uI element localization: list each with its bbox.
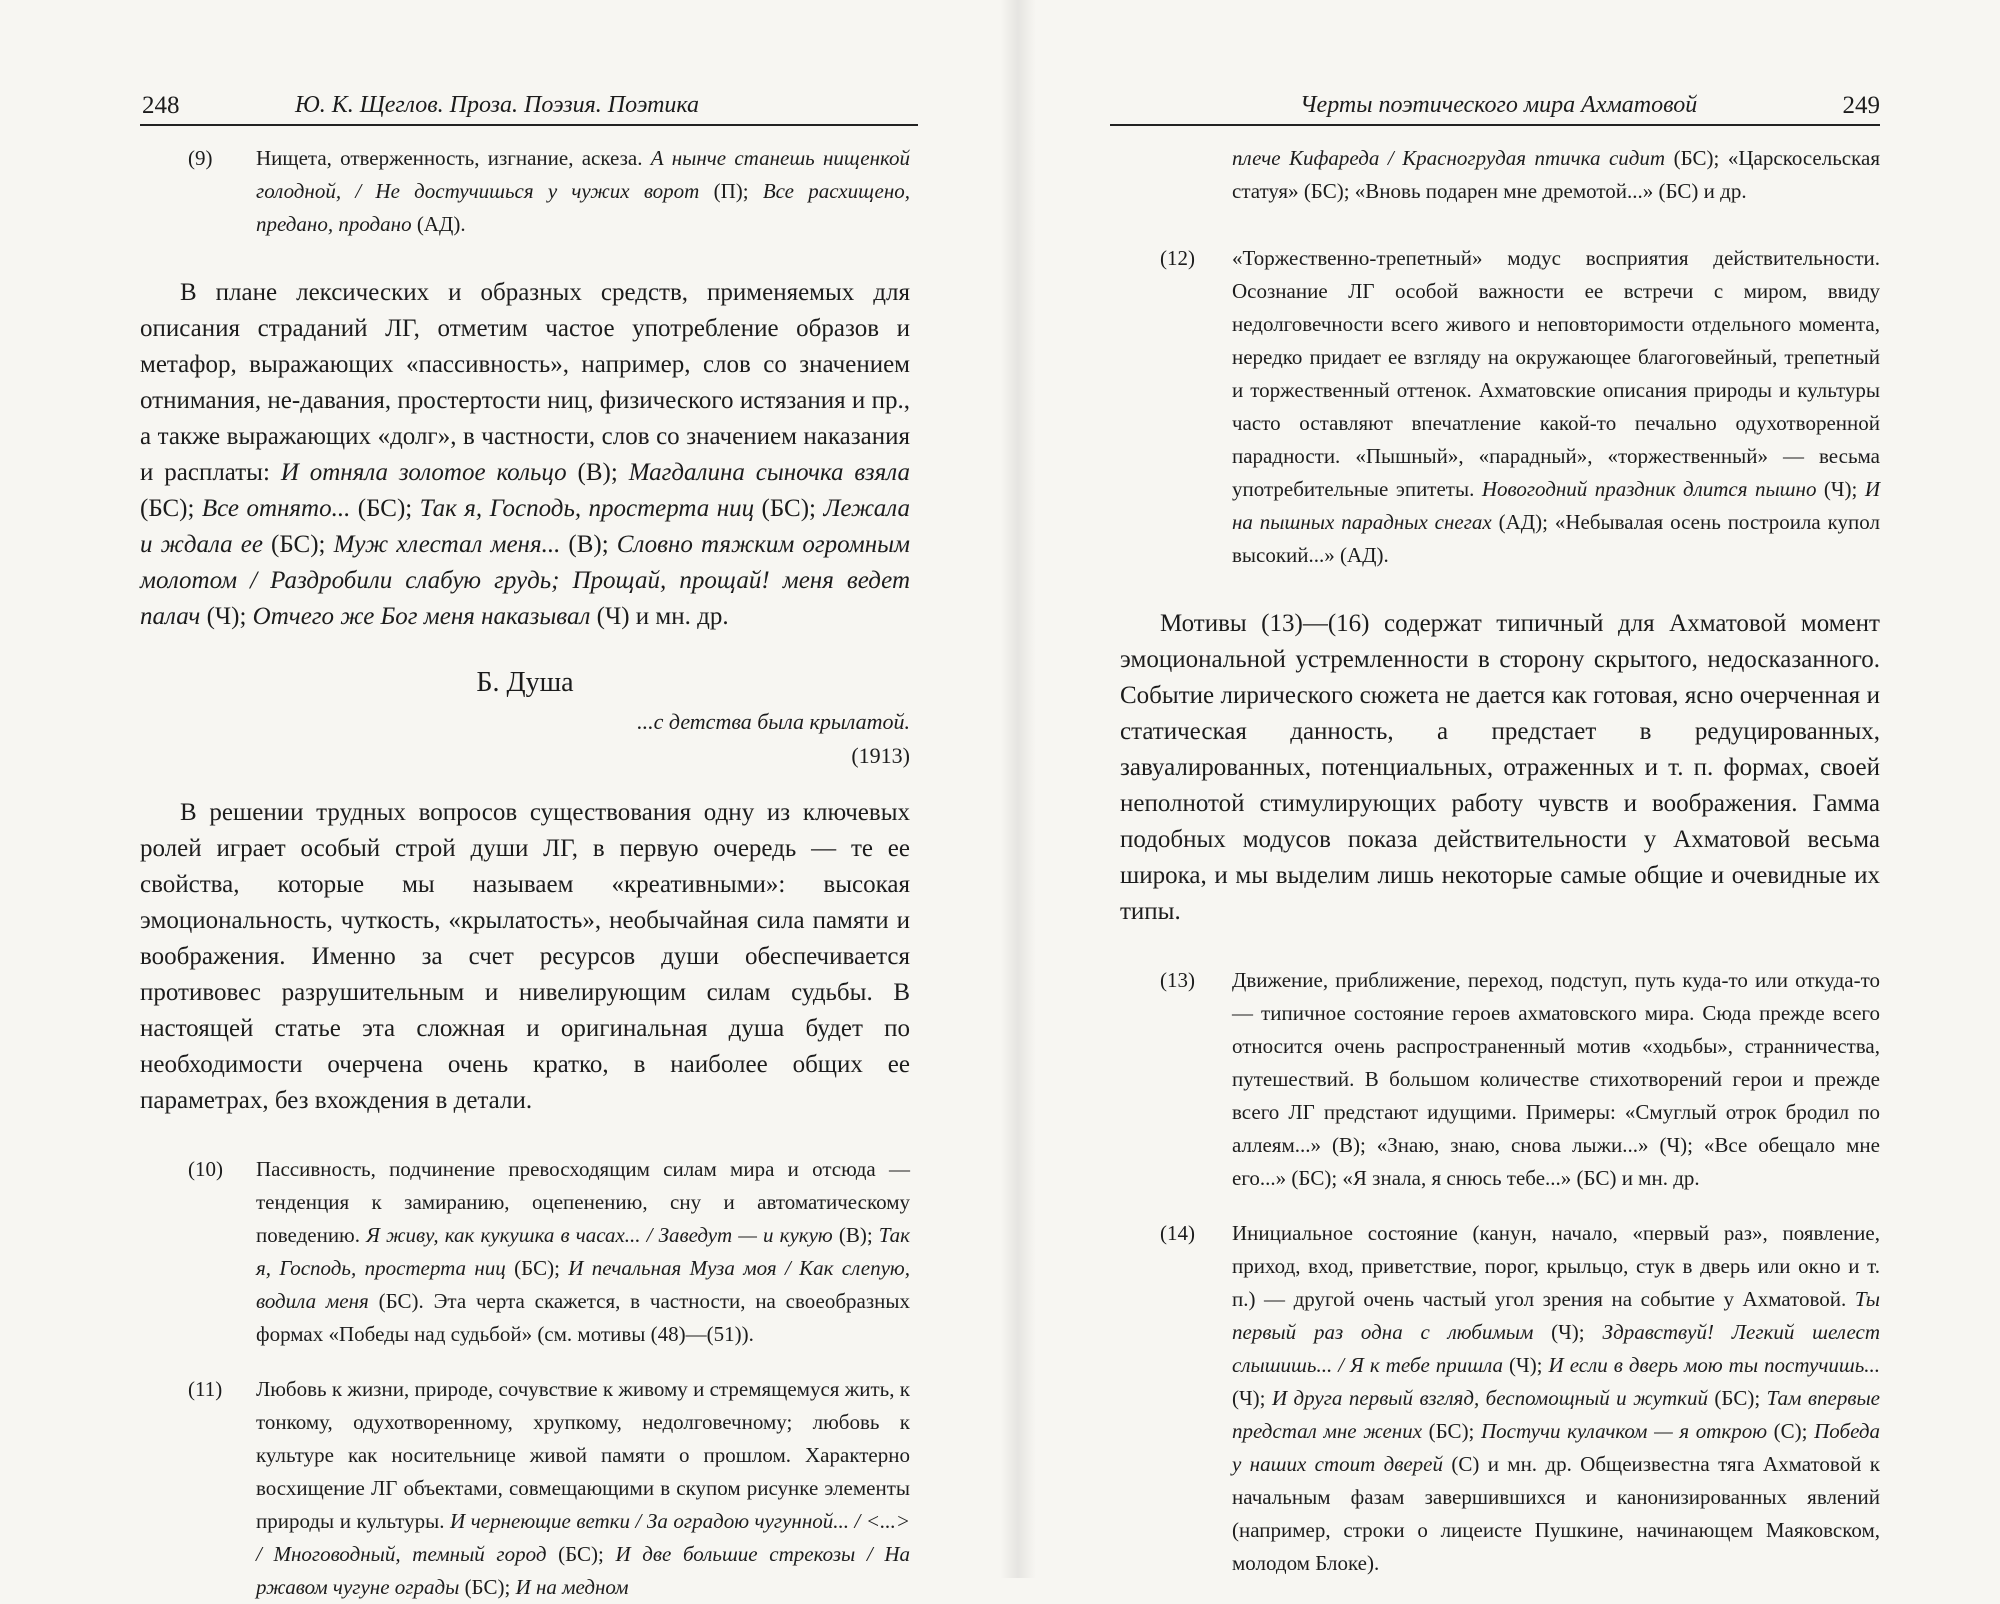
right-page-body [1120,142,1880,1580]
paragraph-motifs: Мотивы (13)—(16) содержат типичный для Ахматовой момент эмоциональной устремленности в сторону скрытого, недосказанного. Событие лирического сюжета не дается как готовая, ясно очерченная и статическая данность, а предстает в редуцированных, завуалированных, потенциальных, отраженных и т. п. формах, своей неполнотой стимулирующих работу чувств и воображения. Гамма подобных модусов показа действительности у Ахматовой весьма широка, и мы выделим лишь некоторые самые общие и очевидные их типы. [1120,610,1880,925]
right-page-number: 249 [1842,92,1880,119]
right-page [1120,0,1880,1578]
section-heading: Б. Душа [476,667,574,698]
example-number: (13) [1160,968,1195,992]
example-text: «Торжественно-трепетный» модус восприятия действительности. Осознание ЛГ особой важности ее встречи с миром, ввиду недолговечности всего живого и неповторимости отдельного момента, нередко придает ее взгляду на окружающее благоговейный, трепетный и торжественный оттенок. Ахматовские описания природы и культуры часто оставляют впечатление какой-то печально одухотворенной парадности. «Пышный», «парадный», «торжественный» — весьма употребительные эпитеты. Новогодний праздник длится пышно (Ч); И на пышных парадных снегах (АД); «Небывалая осень построила купол высокий...» (АД). [1232,246,1881,567]
example-12 [1160,242,1880,572]
example-number: (10) [188,1157,223,1181]
left-running-title: Ю. К. Щеглов. Проза. Поэзия. Поэтика [295,92,700,118]
example-number: (11) [188,1377,223,1401]
example-text: Любовь к жизни, природе, сочувствие к живому и стремящемуся жить, к тонкому, одухотворенному, хрупкому, недолговечному; любовь к культуре как носительнице живой памяти о прошлом. Характерно восхищение ЛГ объектами, совмещающими в скупом рисунке элементы природы и культуры. И чернеющие ветки / За оградою чугунной... / <...> / Многоводный, темный город (БС); И две большие стрекозы / На ржавом чугуне ограды (БС); И на медном [256,1377,911,1599]
left-page [140,0,911,1599]
paragraph-lexical-means: В плане лексических и образных средств, применяемых для описания страданий ЛГ, отметим частое употребление образов и метафор, выражающих «пассивность», например, слов со значением отнимания, не-давания, простертости ниц, физического истязания и пр., а также выражающих «долг», в частности, слов со значением наказания и расплаты: И отняла золотое кольцо (В); Магдалина сыночка взяла (БС); Все отнято... (БС); Так я, Господь, простерта ниц (БС); Лежала и ждала ее (БС); Муж хлестал меня... (В); Словно тяжким огромным молотом / Раздробили слабую грудь; Прощай, прощай! меня ведет палач (Ч); Отчего же Бог меня наказывал (Ч) и мн. др. [140,279,911,630]
right-running-title: Черты поэтического мира Ахматовой [1300,92,1698,118]
example-11 [188,1373,910,1604]
epigraph-year: (1913) [851,743,910,768]
example-text: Инициальное состояние (канун, начало, «первый раз», появление, приход, вход, приветствие, порог, крыльцо, стук в дверь или окно и т. п.) — другой очень частый угол зрения на событие у Ахматовой. Ты первый раз одна с любимым (Ч); Здравствуй! Легкий шелест слышишь... / Я к тебе пришла (Ч); И если в дверь мою ты постучишь... (Ч); И друга первый взгляд, беспомощный и жуткий (БС); Там впервые предстал мне жених (БС); Постучи кулачком — я открою (С); Победа у наших стоит дверей (С) и мн. др. Общеизвестна тяга Ахматовой к начальным фазам завершившихся и канонизированных явлений (например, строки о лицеисте Пушкине, начинающем Маяковском, молодом Блоке). [1232,1221,1881,1575]
example-14 [1160,1217,1880,1580]
epigraph: ...с детства была крылатой. [637,709,910,734]
example-number: (12) [1160,246,1195,270]
example-text: Пассивность, подчинение превосходящим силам мира и отсюда — тенденция к замиранию, оцепенению, сну и автоматическому поведению. Я живу, как кукушка в часах... / Заведут — и кукую (В); Так я, Господь, простерта ниц (БС); И печальная Муза моя / Как слепую, водила меня (БС). Эта черта скажется, в частности, на своеобразных формах «Победы над судьбой» (см. мотивы (48)—(51)). [256,1157,911,1346]
example-11-continued: плече Кифареда / Красногрудая птичка сидит (БС); «Царскосельская статуя» (БС); «Вновь подарен мне дремотой...» (БС) и др. [1232,146,1880,203]
example-number: (14) [1160,1221,1195,1245]
example-text: Движение, приближение, переход, подступ, путь куда-то или откуда-то — типичное состояние героев ахматовского мира. Сюда прежде всего относится очень распространенный мотив «ходьбы», странничества, путешествий. В большом количестве стихотворений герои и прежде всего ЛГ предстают идущими. Примеры: «Смуглый отрок бродил по аллеям...» (В); «Знаю, знаю, снова лыжи...» (Ч); «Все обещало мне его...» (БС); «Я знала, я снюсь тебе...» (БС) и мн. др. [1232,968,1880,1190]
left-page-body [140,142,910,1604]
right-running-head [1120,92,1880,126]
example-9 [188,142,910,241]
example-number: (9) [188,146,213,170]
example-10 [188,1153,910,1351]
book-gutter [1000,0,1036,1578]
left-header-rule [140,124,918,126]
paragraph-soul: В решении трудных вопросов существования одну из ключевых ролей играет особый строй души ЛГ, в первую очередь — те ее свойства, которые мы называем «креативными»: высокая эмоциональность, чуткость, «крылатость», необычайная сила памяти и воображения. Именно за счет ресурсов души обеспечивается противовес разрушительным и нивелирующим силам судьбы. В настоящей статье эта сложная и оригинальная душа будет по необходимости очерчена очень кратко, в наиболее общих ее параметрах, без вхождения в детали. [140,799,910,1114]
example-13 [1160,964,1880,1195]
example-text: Нищета, отверженность, изгнание, аскеза. А нынче станешь нищенкой голодной, / Не достучишься у чужих ворот (П); Все расхищено, предано, продано (АД). [256,146,911,236]
left-running-head [140,92,910,126]
right-header-rule [1110,124,1880,126]
left-page-number: 248 [142,92,180,119]
